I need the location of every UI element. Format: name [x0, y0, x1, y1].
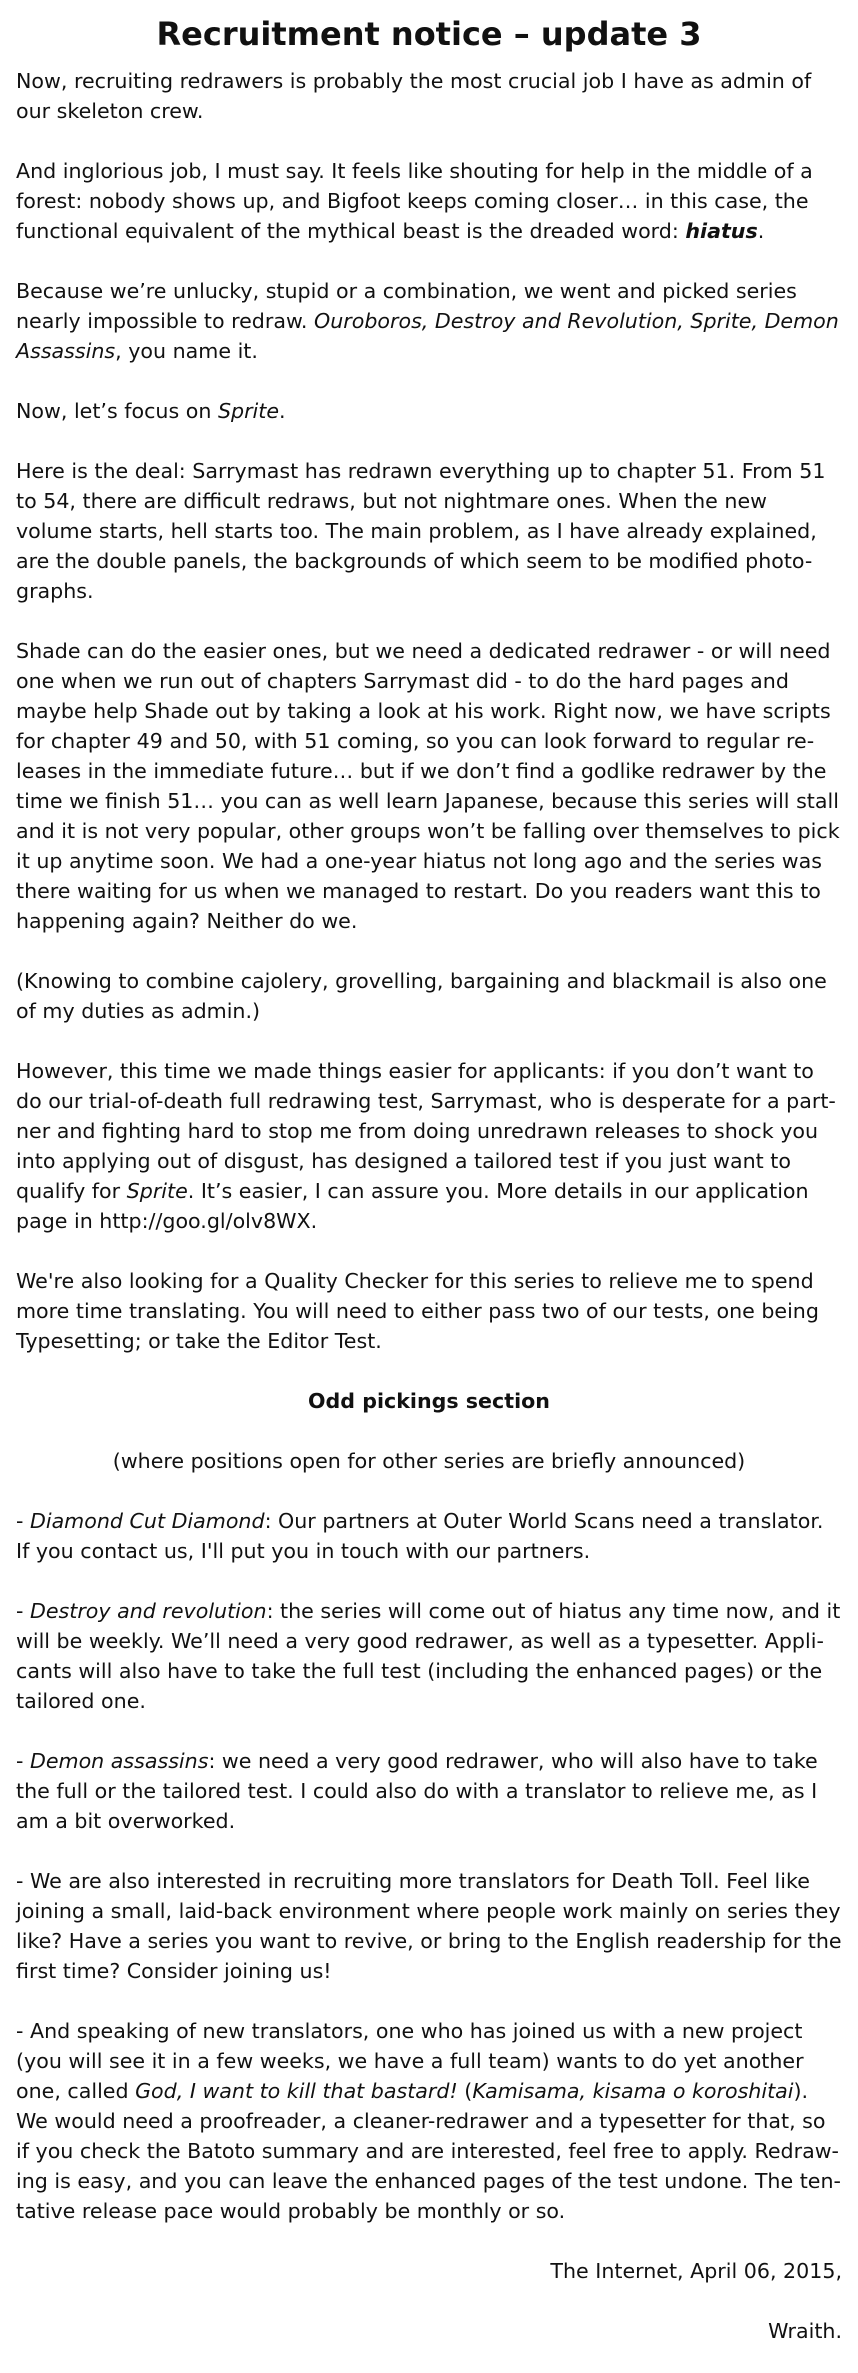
item-text: : we need a very good redrawer, who will also have to take the full or the tailored test. I could also do with a translator to relieve me, as I am a bit overworked.	[16, 1749, 818, 1833]
paragraph-inglorious-job	[16, 156, 842, 246]
list-item-death-toll: - We are also interested in recruiting more translators for Death Toll. Feel like joining a small, laid-back environment where people work mainly on series they like? Have a series you want to revive, or bring to the English readership for the first time? Consider joining us!	[16, 1869, 842, 1983]
paragraph-shade: Shade can do the easier ones, but we need a dedicated redrawer - or will need one when we run out of chapters Sarrymast did - to do the hard pages and maybe help Shade out by taking a look at his work. Right now, we have scripts for chapter 49 and 50, with 51 coming, so you can look forward to regular re-leases in the immediate future… but if we don’t find a godlike redrawer by the time we finish 51… you can as well learn Japanese, because this series will stall and it is not very popular, other groups won’t be falling over themselves to pick it up anytime soon. We had a one-year hiatus not long ago and the series was there waiting for us when we managed to restart. Do you readers want this to happening again? Neither do we.	[16, 639, 840, 933]
dateline: The Internet, April 06, 2015,	[550, 2259, 842, 2283]
series-title-sprite: Sprite	[217, 399, 280, 423]
paragraph-text: Now, let’s focus on	[16, 399, 218, 423]
paragraph-admin-duties: (Knowing to combine cajolery, grovelling, bargaining and blackmail is also one of my duties as admin.)	[16, 969, 827, 1023]
item-dash: -	[16, 1599, 30, 1623]
item-text: - And speaking of new translators, one who has joined us with a new project (you will see it in a few weeks, we have a full team) wants to do yet another one, called	[16, 2019, 804, 2103]
paragraph-text: . It’s easier, I can assure you. More details in our application page in http://goo.gl/olv8WX.	[16, 1179, 809, 1233]
series-title: God,	[135, 2079, 190, 2103]
item-text: : Our partners at Outer World Scans need a translator. If you contact us, I'll put you in touch with our partners.	[16, 1509, 824, 1563]
series-titles: Ouroboros, Destroy and Revolution, Sprite, Demon Assassins	[16, 309, 839, 363]
list-item-demon-assassins	[16, 1746, 842, 1836]
paragraph-text: However, this time we made things easier for applicants: if you don’t want to do our trial-of-death full redrawing test, Sarrymast, who is desperate for a part-ner and fighting hard to stop me from doing unredrawn releases to shock you into applying out of disgust, has designed a tailored test if you just want to qualify for	[16, 1059, 836, 1203]
item-text: ). We would need a proofreader, a cleaner-redrawer and a typesetter for that, so if you check the Batoto summary and are interested, feel free to apply. Redraw-ing is easy, and you can leave the enhanced pages of the test undone. The ten-tative release pace would probably be monthly or so.	[16, 2079, 841, 2223]
series-title: Diamond Cut Diamond	[29, 1509, 265, 1533]
section-heading: Odd pickings section	[308, 1389, 550, 1413]
list-item-destroy-and-revolution	[16, 1596, 842, 1716]
paragraph-text: .	[279, 399, 286, 423]
paragraph-focus-sprite	[16, 396, 842, 426]
paragraph-text: And inglorious job, I must say. It feels like shouting for help in the middle of a forest: nobody shows up, and Bigfoot keeps coming closer… in this case, the functional equivalent of the mythical beast is the dreaded word:	[16, 159, 813, 243]
paragraph-the-deal: Here is the deal: Sarrymast has redrawn everything up to chapter 51. From 51 to 54, there are difficult redraws, but not nightmare ones. When the new volume starts, hell starts too. The main problem, as I have already explained, are the double panels, the backgrounds of which seem to be modified photo-graphs.	[16, 459, 826, 603]
paragraph-quality-checker: We're also looking for a Quality Checker for this series to relieve me to spend more time translating. You will need to either pass two of our tests, one being Typesetting; or take the Editor Test.	[16, 1269, 819, 1353]
series-title: I want to kill that bastard!	[189, 2079, 458, 2103]
item-text: : the series will come out of hiatus any time now, and it will be weekly. We’ll need a very good redrawer, as well as a typesetter. Appli-cants will also have to take the full test (including the enhanced pages) or the tailored one.	[16, 1599, 841, 1713]
series-title-japanese: Kamisama, kisama o koroshitai	[472, 2079, 794, 2103]
paragraph-text: .	[757, 219, 765, 243]
paragraph-tailored-test	[16, 1056, 842, 1236]
list-item-diamond-cut-diamond	[16, 1506, 842, 1566]
item-dash: -	[16, 1509, 30, 1533]
paragraph-text: , you name it.	[115, 339, 258, 363]
item-dash: -	[16, 1749, 30, 1773]
series-title: Destroy and revolution	[29, 1599, 267, 1623]
paragraph-text: Because we’re unlucky, stupid or a combination, we went and picked series nearly impossible to redraw.	[16, 279, 797, 333]
series-title: Demon assassins	[29, 1749, 209, 1773]
paragraph-intro: Now, recruiting redrawers is probably the most crucial job I have as admin of our skeleton crew.	[16, 69, 812, 123]
document-title: Recruitment notice – update 3	[156, 15, 702, 53]
list-item-new-project	[16, 2016, 842, 2226]
emphasis-hiatus: hiatus	[685, 219, 758, 243]
signature: Wraith.	[768, 2319, 842, 2343]
section-subtitle: (where positions open for other series are briefly announced)	[112, 1449, 746, 1473]
item-text: (	[457, 2079, 473, 2103]
series-title-sprite: Sprite	[126, 1179, 188, 1203]
paragraph-series-list	[16, 276, 842, 366]
